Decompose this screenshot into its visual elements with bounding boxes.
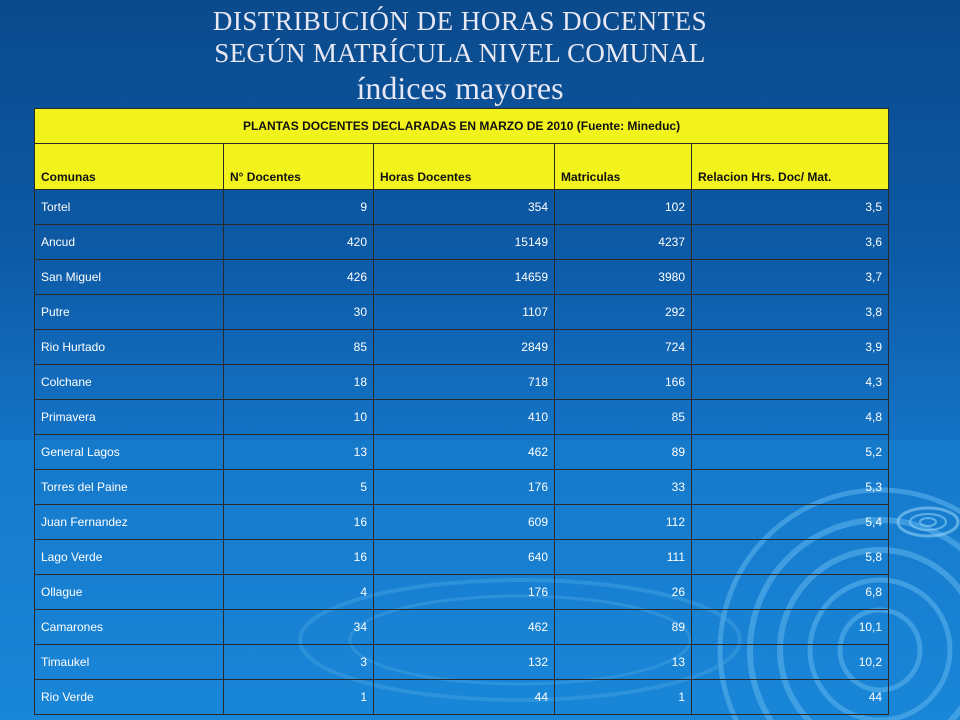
cell-docentes: 30	[224, 295, 374, 330]
cell-comuna: Torres del Paine	[35, 470, 224, 505]
cell-relacion: 3,6	[692, 225, 889, 260]
cell-comuna: Timaukel	[35, 645, 224, 680]
cell-matriculas: 112	[555, 505, 692, 540]
cell-docentes: 10	[224, 400, 374, 435]
cell-matriculas: 292	[555, 295, 692, 330]
cell-horas: 718	[374, 365, 555, 400]
cell-relacion: 3,8	[692, 295, 889, 330]
cell-relacion: 3,7	[692, 260, 889, 295]
cell-horas: 176	[374, 470, 555, 505]
cell-matriculas: 89	[555, 435, 692, 470]
column-header-horas: Horas Docentes	[374, 144, 555, 190]
cell-comuna: Primavera	[35, 400, 224, 435]
cell-comuna: Camarones	[35, 610, 224, 645]
cell-docentes: 16	[224, 505, 374, 540]
cell-docentes: 18	[224, 365, 374, 400]
cell-docentes: 13	[224, 435, 374, 470]
cell-relacion: 5,3	[692, 470, 889, 505]
table-row	[35, 295, 889, 330]
cell-matriculas: 85	[555, 400, 692, 435]
cell-matriculas: 102	[555, 190, 692, 225]
table-row	[35, 470, 889, 505]
cell-relacion: 4,8	[692, 400, 889, 435]
cell-matriculas: 13	[555, 645, 692, 680]
table-row	[35, 330, 889, 365]
cell-docentes: 9	[224, 190, 374, 225]
cell-relacion: 3,9	[692, 330, 889, 365]
table-row	[35, 540, 889, 575]
cell-comuna: Juan Fernandez	[35, 505, 224, 540]
cell-comuna: Rio Verde	[35, 680, 224, 715]
table-row	[35, 225, 889, 260]
cell-matriculas: 33	[555, 470, 692, 505]
cell-comuna: Lago Verde	[35, 540, 224, 575]
cell-comuna: Rio Hurtado	[35, 330, 224, 365]
cell-docentes: 34	[224, 610, 374, 645]
cell-horas: 462	[374, 435, 555, 470]
cell-docentes: 16	[224, 540, 374, 575]
cell-comuna: Ollague	[35, 575, 224, 610]
cell-horas: 410	[374, 400, 555, 435]
cell-horas: 132	[374, 645, 555, 680]
cell-docentes: 5	[224, 470, 374, 505]
table-row	[35, 260, 889, 295]
cell-matriculas: 4237	[555, 225, 692, 260]
table-row	[35, 365, 889, 400]
cell-matriculas: 26	[555, 575, 692, 610]
cell-matriculas: 89	[555, 610, 692, 645]
cell-relacion: 4,3	[692, 365, 889, 400]
cell-matriculas: 724	[555, 330, 692, 365]
cell-comuna: Ancud	[35, 225, 224, 260]
cell-horas: 176	[374, 575, 555, 610]
table-row	[35, 190, 889, 225]
cell-matriculas: 111	[555, 540, 692, 575]
teaching-hours-table	[34, 108, 889, 715]
cell-horas: 1107	[374, 295, 555, 330]
cell-relacion: 6,8	[692, 575, 889, 610]
cell-matriculas: 1	[555, 680, 692, 715]
cell-horas: 462	[374, 610, 555, 645]
cell-comuna: General Lagos	[35, 435, 224, 470]
cell-horas: 609	[374, 505, 555, 540]
cell-comuna: Putre	[35, 295, 224, 330]
cell-docentes: 85	[224, 330, 374, 365]
cell-comuna: San Miguel	[35, 260, 224, 295]
slide-title-line-1: DISTRIBUCIÓN DE HORAS DOCENTES	[212, 6, 708, 36]
cell-matriculas: 3980	[555, 260, 692, 295]
cell-docentes: 420	[224, 225, 374, 260]
cell-docentes: 1	[224, 680, 374, 715]
cell-horas: 15149	[374, 225, 555, 260]
table-row	[35, 435, 889, 470]
table-row	[35, 400, 889, 435]
table-body	[35, 190, 889, 715]
table-row	[35, 505, 889, 540]
cell-matriculas: 166	[555, 365, 692, 400]
cell-relacion: 5,2	[692, 435, 889, 470]
cell-relacion: 10,1	[692, 610, 889, 645]
column-header-comunas: Comunas	[35, 144, 224, 190]
table-row	[35, 645, 889, 680]
cell-relacion: 5,8	[692, 540, 889, 575]
cell-relacion: 5,4	[692, 505, 889, 540]
table-row	[35, 610, 889, 645]
cell-docentes: 3	[224, 645, 374, 680]
cell-docentes: 4	[224, 575, 374, 610]
column-header-matriculas: Matriculas	[555, 144, 692, 190]
slide-title-line-2: SEGÚN MATRÍCULA NIVEL COMUNAL	[214, 38, 706, 68]
cell-relacion: 3,5	[692, 190, 889, 225]
cell-comuna: Tortel	[35, 190, 224, 225]
column-header-docentes: N° Docentes	[224, 144, 374, 190]
cell-comuna: Colchane	[35, 365, 224, 400]
cell-relacion: 10,2	[692, 645, 889, 680]
cell-relacion: 44	[692, 680, 889, 715]
slide-subtitle: índices mayores	[356, 70, 564, 106]
table-caption: PLANTAS DOCENTES DECLARADAS EN MARZO DE 2010 (Fuente: Mineduc)	[35, 109, 889, 144]
column-header-relacion: Relacion Hrs. Doc/ Mat.	[692, 144, 889, 190]
cell-horas: 44	[374, 680, 555, 715]
cell-horas: 354	[374, 190, 555, 225]
cell-docentes: 426	[224, 260, 374, 295]
cell-horas: 14659	[374, 260, 555, 295]
cell-horas: 640	[374, 540, 555, 575]
table-row	[35, 575, 889, 610]
cell-horas: 2849	[374, 330, 555, 365]
table-row	[35, 680, 889, 715]
